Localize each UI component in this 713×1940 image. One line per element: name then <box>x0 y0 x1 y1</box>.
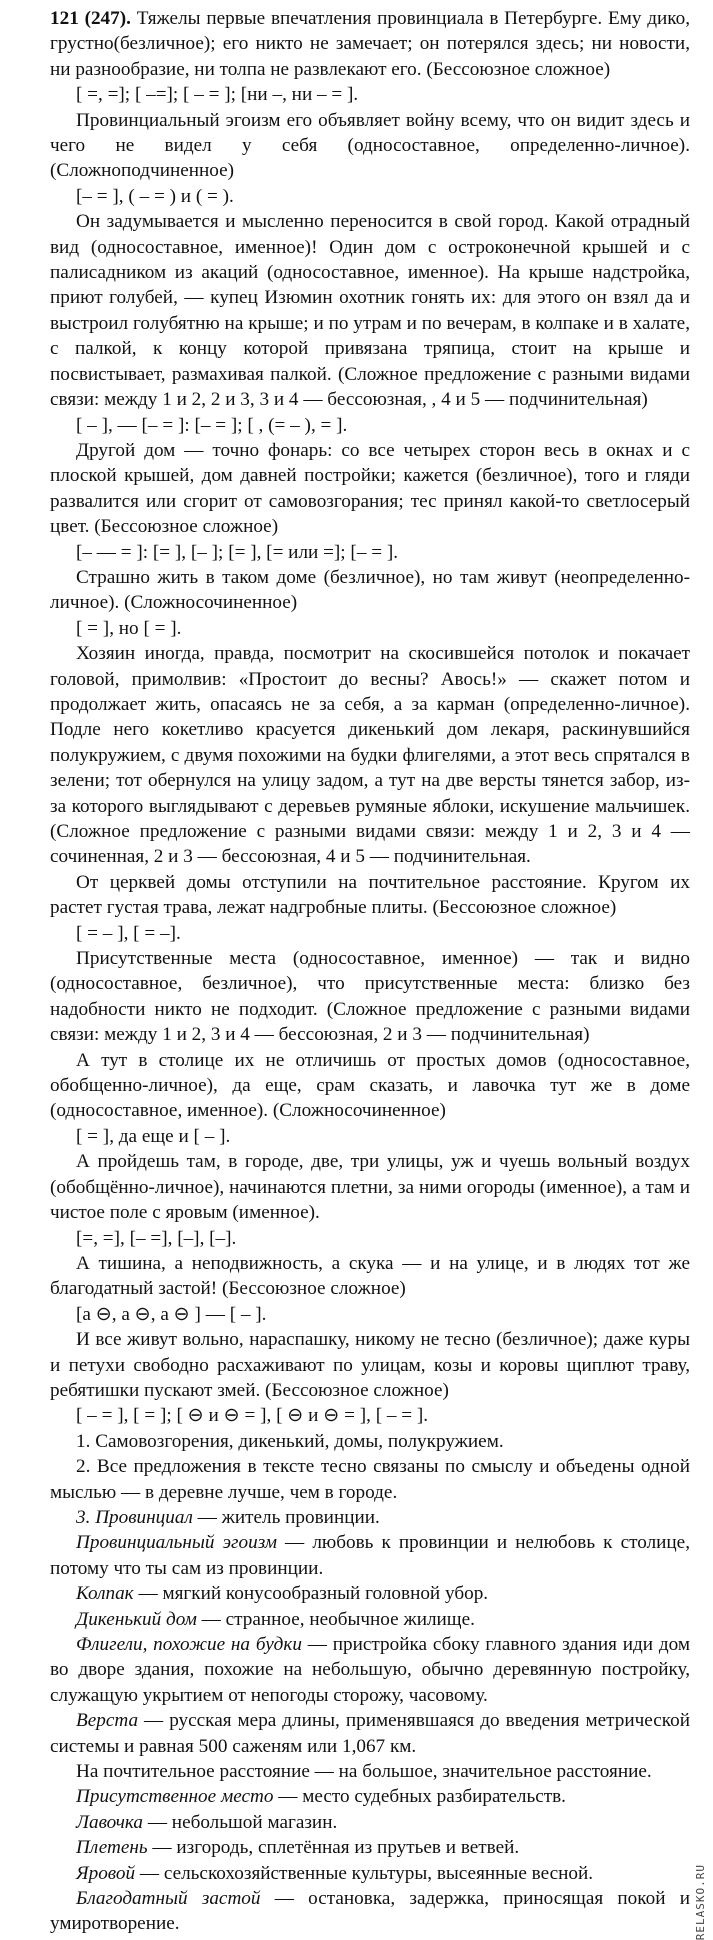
definition-item <box>50 1835 690 1860</box>
sentence-scheme: [a ⊖, a ⊖, a ⊖ ] — [ – ]. <box>76 1303 267 1325</box>
definition-text: — житель провинции. <box>192 1506 380 1528</box>
paragraph <box>50 6 695 82</box>
definition-item <box>50 1581 690 1606</box>
definition-item <box>50 1886 695 1937</box>
definition-term: Провинциальный эгоизм <box>76 1532 277 1554</box>
definition-term: Плетень <box>76 1837 148 1859</box>
sentence-scheme: [ =, =]; [ –=]; [ – = ]; [ни –, ни – = ]. <box>76 84 359 106</box>
definition-term: Присутственное место <box>76 1786 274 1808</box>
paragraph-text: Тяжелы первые впечатления провинциала в Петербурге. Ему дико, грустно(безличное); его никто не замечает; он потерялся здесь; ни новости, ни разнообразие, ни толпа не развлекают его. (Бессоюзное сложное) <box>50 8 695 80</box>
definition-term: Благодатный застой <box>76 1888 261 1910</box>
sentence-scheme: [ – ], — [– = ]: [– = ]; [ , (= – ), = ]. <box>76 414 348 436</box>
definition-text: — небольшой магазин. <box>143 1811 338 1833</box>
sentence-scheme: [ = – ], [ = –]. <box>76 922 181 944</box>
definition-item <box>50 1708 695 1759</box>
watermark: RELASKO.RU <box>694 1864 707 1940</box>
definition-text: — изгородь, сплетённая из прутьев и ветвей. <box>147 1837 520 1859</box>
exercise-content <box>50 6 695 1937</box>
sentence-scheme: [– = ], ( – = ) и ( = ). <box>76 185 234 207</box>
definition-item <box>50 1759 690 1784</box>
answer-2: 2. Все предложения в тексте тесно связаны по смыслу и объедены одной мыслью — в деревне лучше, чем в городе. <box>50 1456 695 1503</box>
definition-term: 3. Провинциал <box>76 1506 193 1528</box>
sentence-scheme: [ = ], но [ = ]. <box>76 617 182 639</box>
definition-term: Яровой <box>76 1862 136 1884</box>
paragraph: Провинциальный эгоизм его объявляет войну всему, что он видит здесь и чего не видел у себя (односоставное, определенно-личное). (Сложноподчиненное) <box>50 109 695 182</box>
definition-item <box>50 1784 690 1809</box>
definition-item <box>50 1530 695 1581</box>
exercise-number: 121 (247). <box>50 8 131 29</box>
definition-text: — место судебных разбирательств. <box>273 1786 566 1808</box>
paragraph: Присутственные места (односоставное, именное) — так и видно (односоставное, безличное), что присутственные места: близко без надобности никто не подходит. (Сложное предложение с разными видами связи: между 1 и 2, 3 и 4 — бессоюзная, 2 и 3 — подчинительная) <box>50 948 695 1046</box>
definition-text: — русская мера длины, применявшаяся до введения метрической системы и равная 500 саженям или 1,067 км. <box>50 1710 695 1757</box>
definition-text: — сельскохозяйственные культуры, высеянные весной. <box>135 1862 594 1884</box>
paragraph: А пройдешь там, в городе, две, три улицы, уж и чуешь вольный воздух (обобщённо-личное), начинаются плетни, за ними огороды (именное), а там и чистое поле с яровым (именное). <box>50 1151 695 1224</box>
definition-text: — странное, необычное жилище. <box>196 1608 475 1630</box>
definitions-list <box>50 1530 695 1937</box>
sentence-scheme: [ = ], да еще и [ – ]. <box>76 1125 231 1147</box>
paragraph: Он задумывается и мысленно переносится в свой город. Какой отрадный вид (односоставное, именное)! Один дом с остроконечной крышей и с палисадником из акаций (односоставное, именное). На крыше надстройка, приют голубей, — купец Изюмин охотник гонять их: для этого он взял да и выстроил голубятню на крыше; и по утрам и по вечерам, в колпаке и в халате, с палкой, к концу которой привязана тряпица, стоит на крыше и посвистывает, размахивая палкой. (Сложное предложение с разными видами связи: между 1 и 2, 2 и 3, 3 и 4 — бессоюзная, , 4 и 5 — подчинительная) <box>50 211 695 411</box>
definition-text: — пристройка сбоку главного здания иди дом во дворе здания, похожие на небольшую, обычно деревянную постройку, служащую укрытием от непогоды сторожу, часовому. <box>50 1634 695 1706</box>
paragraph: От церквей домы отступили на почтительное расстояние. Кругом их растет густая трава, лежат надгробные плиты. (Бессоюзное сложное) <box>50 871 695 919</box>
definition-item <box>50 1632 695 1708</box>
paragraph: И все живут вольно, нараспашку, никому не тесно (безличное); даже куры и петухи свободно расхаживают по улицам, козы и коровы щиплют траву, ребятишки пускают змей. (Бессоюзное сложное) <box>50 1329 695 1401</box>
definition-item <box>50 1607 690 1632</box>
definition-term: Колпак <box>76 1583 134 1605</box>
definition-term: Флигели, похожие на будки <box>76 1634 302 1655</box>
definition-term: Дикенький дом <box>76 1608 197 1630</box>
definition-term: Верста <box>76 1710 139 1732</box>
sentence-scheme: [=, =], [– =], [–], [–]. <box>76 1227 237 1249</box>
paragraph: Страшно жить в таком доме (безличное), но там живут (неопределенно-личное). (Сложносочиненное) <box>50 566 690 614</box>
definition-text: — остановка, задержка, приносящая покой и умиротворение. <box>50 1888 695 1935</box>
definition-term: Лавочка <box>76 1811 144 1833</box>
paragraph: Хозяин иногда, правда, посмотрит на скосившейся потолок и покачает головой, примолвив: «Простоит до весны? Авось!» — скажет потом и продолжает жить, опасаясь не за себя, а за карман (определенно-личное). Подле него кокетливо красуется дикенький дом лекаря, раскинувшийся полукружием, с двумя похожими на будки флигелями, а этот весь спрятался в зелени; тот обернулся на улицу задом, а тут на две версты тянется забор, из-за которого выглядывают с деревьев румяные яблоки, искушение мальчишек. (Сложное предложение с разными видами связи: между 1 и 2, 3 и 4 — сочиненная, 2 и 3 — бессоюзная, 4 и 5 — подчинительная. <box>50 643 695 868</box>
paragraph: А тут в столице их не отличишь от простых домов (односоставное, обобщенно-личное), да еще, срам сказать, и лавочка тут же в доме (односоставное, именное). (Сложносочиненное) <box>50 1049 695 1122</box>
definition-text: — любовь к провинции и нелюбовь к столице, потому что ты сам из провинции. <box>50 1532 695 1579</box>
sentence-scheme: [ – = ], [ = ]; [ ⊖ и ⊖ = ], [ ⊖ и ⊖ = ], [ – = ]. <box>76 1405 429 1427</box>
paragraph: Другой дом — точно фонарь: со все четырех сторон весь в окнах и с плоской крышей, дом давней постройки; кажется (безличное), того и гляди развалится или сгорит от самовозгорания; тес принял какой-то светлосерый цвет. (Бессоюзное сложное) <box>50 439 695 538</box>
answer-1: 1. Самовозгорения, дикенький, домы, полукружием. <box>76 1430 504 1452</box>
paragraph: А тишина, а неподвижность, а скука — и на улице, и в людях тот же благодатный застой! (Бессоюзное сложное) <box>50 1252 695 1300</box>
definition-text: — мягкий конусообразный головной убор. <box>133 1583 489 1605</box>
sentence-scheme: [– — = ]: [= ], [– ]; [= ], [= или =]; [– = ]. <box>76 541 399 563</box>
definition-item <box>50 1810 690 1835</box>
definition-text: На почтительное расстояние — на большое, значительное расстояние. <box>76 1761 652 1783</box>
answer-3 <box>50 1505 690 1530</box>
definition-item <box>50 1861 690 1886</box>
